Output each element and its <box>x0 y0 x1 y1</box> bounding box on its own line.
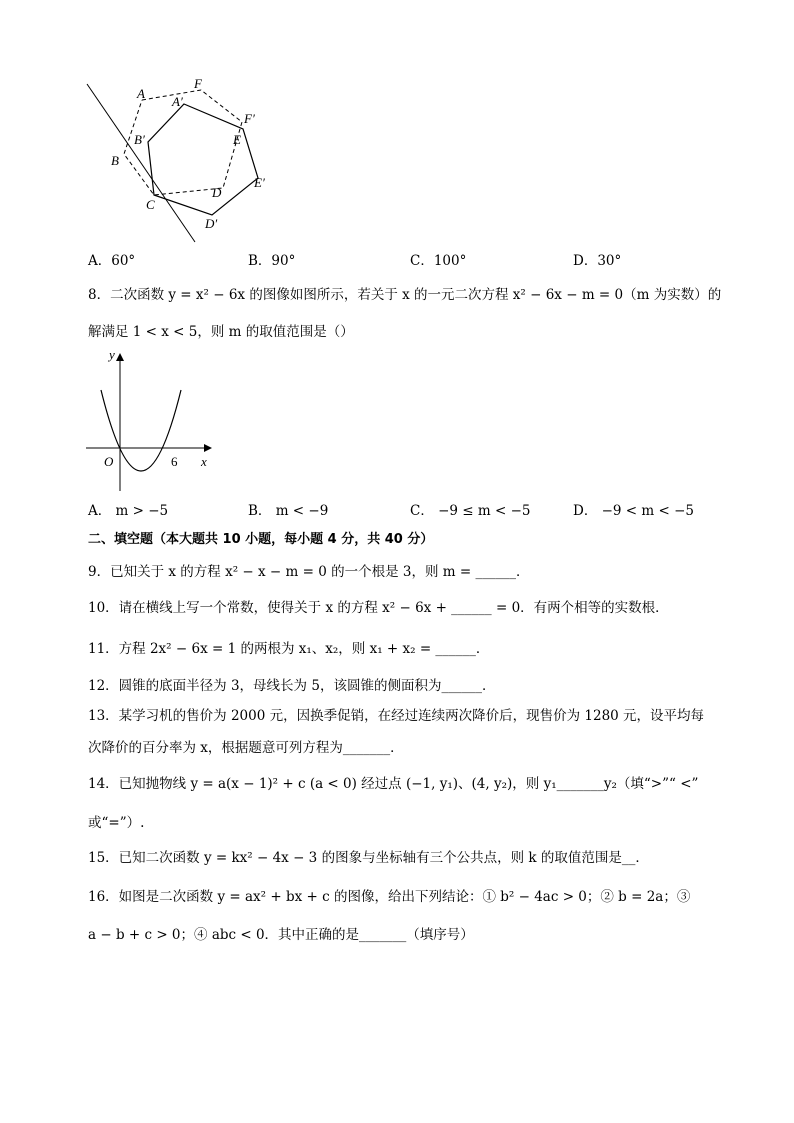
label-F: F <box>194 76 202 91</box>
label-A-prime: A′ <box>172 94 183 109</box>
origin-label: O <box>104 454 114 469</box>
q16-line1: 16．如图是二次函数 y = ax² + bx + c 的图像，给出下列结论：① b² − 4ac > 0；② b = 2a；③ <box>88 889 691 905</box>
label-A: A <box>137 86 145 101</box>
parabola-figure <box>84 345 219 495</box>
label-B: B <box>111 153 119 168</box>
solid-hexagon <box>148 104 258 215</box>
q7-option-b: B．90° <box>248 253 296 269</box>
q9: 9．已知关于 x 的方程 x² − x − m = 0 的一个根是 3，则 m = ______． <box>88 564 530 580</box>
q11: 11．方程 2x² − 6x = 1 的两根为 x₁、x₂，则 x₁ + x₂ = ______． <box>88 641 490 657</box>
q13-line1: 13．某学习机的售价为 2000 元，因换季促销，在经过连续两次降价后，现售价为 1280 元，设平均每 <box>88 708 705 724</box>
q14-line1: 14．已知抛物线 y = a(x − 1)² + c (a < 0) 经过点 (−1, y₁)、(4, y₂)，则 y₁_______y₂（填“>”“ <” <box>88 776 699 792</box>
label-F-prime: F′ <box>244 111 255 126</box>
y-axis-label: y <box>109 347 115 362</box>
q8-option-a: A． m > −5 <box>88 503 169 519</box>
q15: 15．已知二次函数 y = kx² − 4x − 3 的图象与坐标轴有三个公共点，则 k 的取值范围是__． <box>88 850 649 866</box>
q16-line2: a − b + c > 0；④ abc < 0．其中正确的是_______（填序号） <box>88 927 474 943</box>
label-B-prime: B′ <box>134 132 145 147</box>
q8-option-b: B． m < −9 <box>248 503 329 519</box>
q8-option-d: D． −9 < m < −5 <box>573 503 695 519</box>
label-E: E <box>233 132 241 147</box>
label-E-prime: E′ <box>254 175 265 190</box>
q10: 10．请在横线上写一个常数，使得关于 x 的方程 x² − 6x + ______ = 0．有两个相等的实数根． <box>88 600 669 616</box>
label-D-prime: D′ <box>205 216 218 231</box>
q8-option-c: C． −9 ≤ m < −5 <box>410 503 531 519</box>
x-axis-label: x <box>201 454 207 469</box>
label-C: C <box>146 197 155 212</box>
hexagon-rotation-figure <box>80 72 280 247</box>
q14-line2: 或“=”）. <box>88 815 145 831</box>
root-6-label: 6 <box>171 454 178 469</box>
q13-line2: 次降价的百分率为 x，根据题意可列方程为_______． <box>88 740 404 756</box>
q7-option-c: C．100° <box>410 253 467 269</box>
q7-option-d: D．30° <box>573 253 622 269</box>
label-D: D <box>212 185 222 200</box>
q12: 12．圆锥的底面半径为 3，母线长为 5，该圆锥的侧面积为______． <box>88 678 496 694</box>
q8-line2: 解满足 1 < x < 5，则 m 的取值范围是（） <box>88 324 354 340</box>
q7-option-a: A．60° <box>88 253 136 269</box>
section-2-heading: 二、填空题（本大题共 10 小题，每小题 4 分，共 40 分） <box>88 532 434 547</box>
q8-line1: 8．二次函数 y = x² − 6x 的图像如图所示，若关于 x 的一元二次方程 x² − 6x − m = 0（m 为实数）的 <box>88 287 722 303</box>
